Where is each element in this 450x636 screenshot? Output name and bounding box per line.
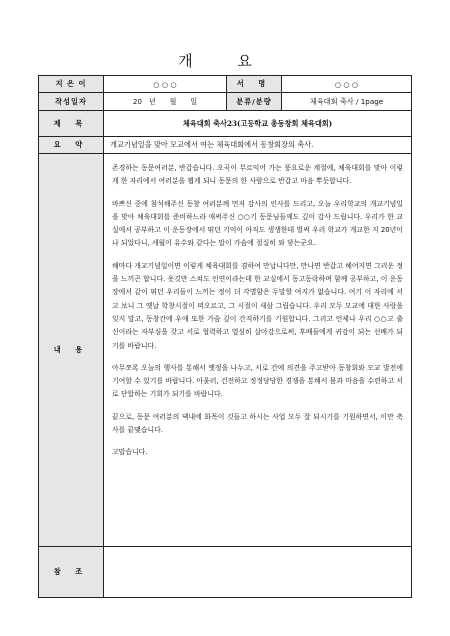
content-label: 내 용 [39,154,104,547]
content-paragraph: 존경하는 동문여러분, 반갑습니다. 오곡이 무르익어 가는 풍요로운 계절에, 체육대회를 맞아 이렇게 한 자리에서 여러분을 뵙게 되니 동문의 한 사람으로 반갑고 마음 뿌듯합니다. [112,164,403,186]
date-label: 작성일자 [39,93,104,111]
summary-row [39,137,412,154]
reference-row [39,547,412,598]
date-year-unit: 년 [148,96,156,106]
page-title: 개 요 [178,52,272,70]
content-row [39,154,412,547]
signature-label: 서 명 [227,76,282,93]
category-value: 체육대회 축사 / 1page [282,93,412,111]
signature-value: ○ ○ ○ [282,76,412,93]
summary-value: 개교기념일을 맞아 모교에서 여는 체육대회에서 동창회장의 축사. [104,137,412,154]
content-paragraph: 바쁘신 중에 참석해주신 동창 여러분께 먼저 감사의 인사를 드리고, 오늘 우리학교의 개교기념일을 맞아 체육대회를 준비하느라 애써주신 ○○기 동문님들께도 깊이 감사 드립니다. 우리가 한 교실에서 공부하고 이 운동장에서 뛰던 기억이 아직도 생생한데 벌써 우리 학교가 개교한 지 20년이나 되었다니, 세월이 유수와 같다는 말이 가슴에 절실히 와 닿는군요. [112,199,403,248]
content-paragraph: 끝으로, 동문 여러분의 댁내에 화목이 깃들고 하시는 사업 모두 잘 되시기를 기원하면서, 이만 축사를 끝맺습니다. [112,412,403,435]
category-label: 분류/분량 [227,93,282,111]
subject-value: 체육대회 축사23(고등학교 총동창회 체육대회) [104,111,412,137]
date-day-unit: 일 [190,96,198,106]
content-paragraph: 아무쪼록 오늘의 행사를 통해서 옛정을 나누고, 서로 간에 의견을 주고받아 동창회와 모교 발전에 기여할 수 있기를 바랍니다. 아울러, 건전하고 정정당당한 경쟁을 통해서 몸과 마음을 수련하고 서로 단합하는 기회가 되기를 바랍니다. [112,363,403,399]
date-row [39,93,412,111]
summary-label: 요 약 [39,137,104,154]
content-body [104,154,412,547]
subject-row [39,111,412,137]
reference-label: 참 조 [39,547,104,598]
content-paragraph: 해마다 개교기념일이면 이렇게 체육대회를 겸하여 만납니다만, 만나면 반갑고 헤어지면 그리운 정을 느끼곤 합니다. 옷깃만 스쳐도 인연이라는데 한 교실에서 동고동락하며 함께 공부하고, 이 운동장에서 같이 뛰던 우리들이 느끼는 정이 더 각별함은 두말할 여지가 없습니다. 여기 이 자리에 서고 보니 그 옛날 학창시절이 떠오르고, 그 시절이 새삼 그립습니다. 우리 모두 모교에 대한 사랑을 잊지 말고, 동창간에 우애 또한 가슴 깊이 간직하기를 기원합니다. 그리고 언제나 우리 ○○고 출신이라는 자부심을 갖고 서로 협력하고 열심히 살아감으로써, 후배들에게 귀감이 되는 선배가 되기를 바랍니다. [112,261,403,350]
date-year: 20 [132,96,142,106]
reference-value [104,547,412,598]
document-summary-form [38,75,412,598]
content-paragraph: 고맙습니다. [112,448,148,457]
date-value [104,93,227,111]
author-row [39,76,412,93]
author-label: 지 은 이 [39,76,104,93]
subject-label: 제 목 [39,111,104,137]
date-month-unit: 월 [169,96,177,106]
author-value: ○ ○ ○ [104,76,227,93]
